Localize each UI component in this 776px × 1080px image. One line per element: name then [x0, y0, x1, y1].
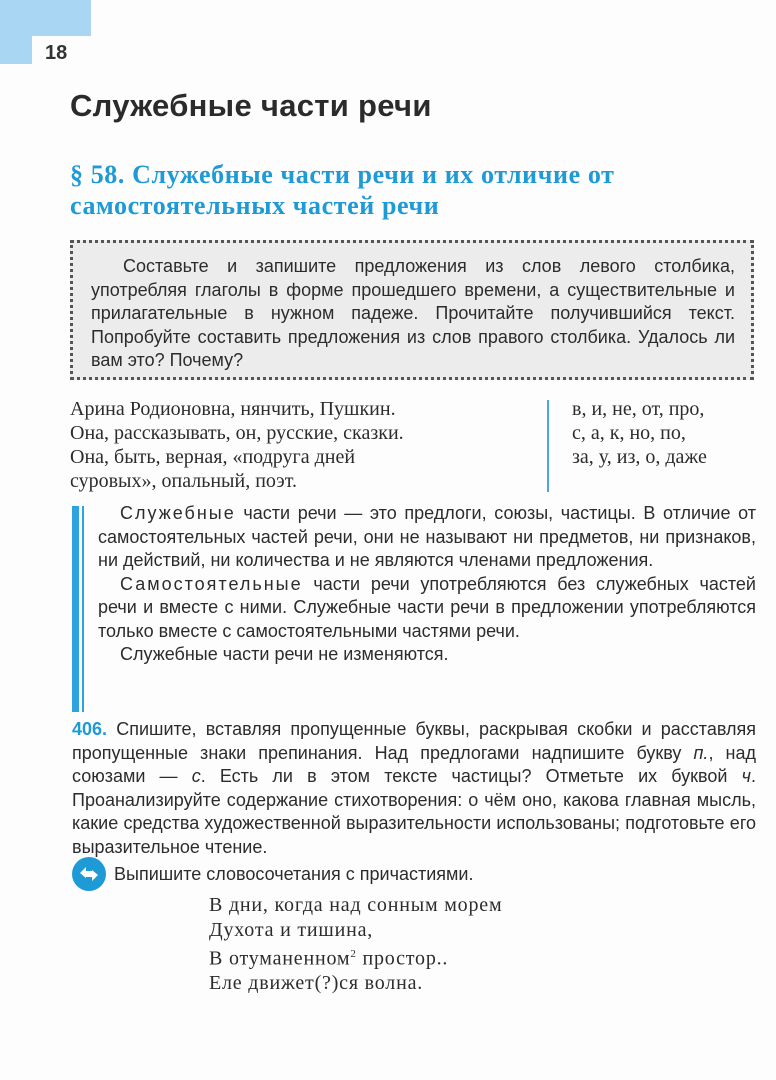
exercise-number: 406. — [72, 719, 108, 739]
exercise-406 — [72, 718, 756, 859]
poem-line — [209, 942, 502, 971]
footnote-mark: 2 — [350, 948, 357, 960]
letter-ch: ч — [741, 766, 751, 786]
page-corner-tab — [0, 0, 91, 36]
word-line: Она, рассказывать, он, русские, сказки. — [70, 422, 404, 444]
letter-p: п. — [693, 742, 709, 763]
word-line: за, у, из, о, даже — [572, 446, 707, 468]
rule-paragraph: Служебные части речи не изменяются. — [120, 644, 449, 664]
rule-bar-thick — [72, 506, 79, 712]
column-divider — [547, 400, 549, 492]
poem — [209, 893, 502, 996]
rule-bar-thin — [82, 506, 84, 712]
rule-block — [98, 502, 756, 667]
word-column-left — [70, 397, 540, 493]
sub-task — [72, 857, 473, 891]
poem-line: Еле движет(?)ся волна. — [209, 972, 424, 995]
exercise-text-part: . Проанализируйте содержание стихотворения: о чём оно, какова главная мысль, какие средства художественной выразительности использованы; подготовьте его выразительное чтение. — [72, 766, 756, 857]
section-title: § 58. Служебные части речи и их отличие от самостоятельных частей речи — [70, 160, 615, 220]
word-line: Она, быть, верная, «подруга дней — [70, 446, 356, 468]
rule-term: Самостоятельные — [120, 573, 303, 594]
exercise-text-part: , над союзами — — [72, 742, 756, 786]
task-text: Составьте и запишите предложения из слов левого столбика, употребляя глаголы в форме прошедшего времени, а существительные и прилагательные в нужном падеже. Прочитайте получившийся текст. Попробуйте составить предложения из слов правого столбика. Удалось ли вам это? Почему? — [91, 256, 735, 370]
word-line: в, и, не, от, про, — [572, 398, 705, 420]
poem-text: простор.. — [356, 947, 449, 970]
letter-s: с — [191, 766, 201, 786]
word-column-right — [572, 397, 772, 469]
repeat-arrows-icon — [72, 857, 106, 891]
chapter-title: Служебные части речи — [70, 88, 432, 123]
word-line: суровых», опальный, поэт. — [70, 470, 297, 492]
sub-task-text: Выпишите словосочетания с причастиями. — [114, 863, 474, 884]
word-line: Арина Родионовна, нянчить, Пушкин. — [70, 398, 396, 420]
exercise-text — [72, 718, 756, 859]
rule-paragraph — [98, 502, 756, 573]
page-number: 18 — [45, 42, 68, 64]
poem-line: Духота и тишина, — [209, 918, 374, 941]
exercise-text-part: . Есть ли в этом тексте частицы? Отметьте их буквой — [200, 766, 742, 786]
rule-text: части речи употребляются без служебных частей речи и вместе с ними. Служебные части речи в предложении употребляются только вместе с самостоятельными частями речи. — [98, 573, 756, 641]
rule-paragraph — [98, 573, 756, 644]
word-line: с, а, к, но, по, — [572, 422, 686, 444]
poem-line: В дни, когда над сонным морем — [209, 894, 503, 916]
exercise-text-part: Спишите, вставляя пропущенные буквы, раскрывая скобки и расставляя пропущенные знаки препинания. Над предлогами надпишите букву — [72, 719, 756, 763]
rule-text: части речи — это предлоги, союзы, частицы. В отличие от самостоятельных частей речи, они не называют ни предметов, ни признаков, ни действий, ни количества и не являются членами предложения. — [98, 503, 756, 570]
rule-term: Служебные — [120, 503, 236, 523]
poem-text: В отуманенном — [209, 947, 351, 970]
page-corner-tab-lower — [0, 36, 32, 64]
task-box — [70, 240, 754, 380]
